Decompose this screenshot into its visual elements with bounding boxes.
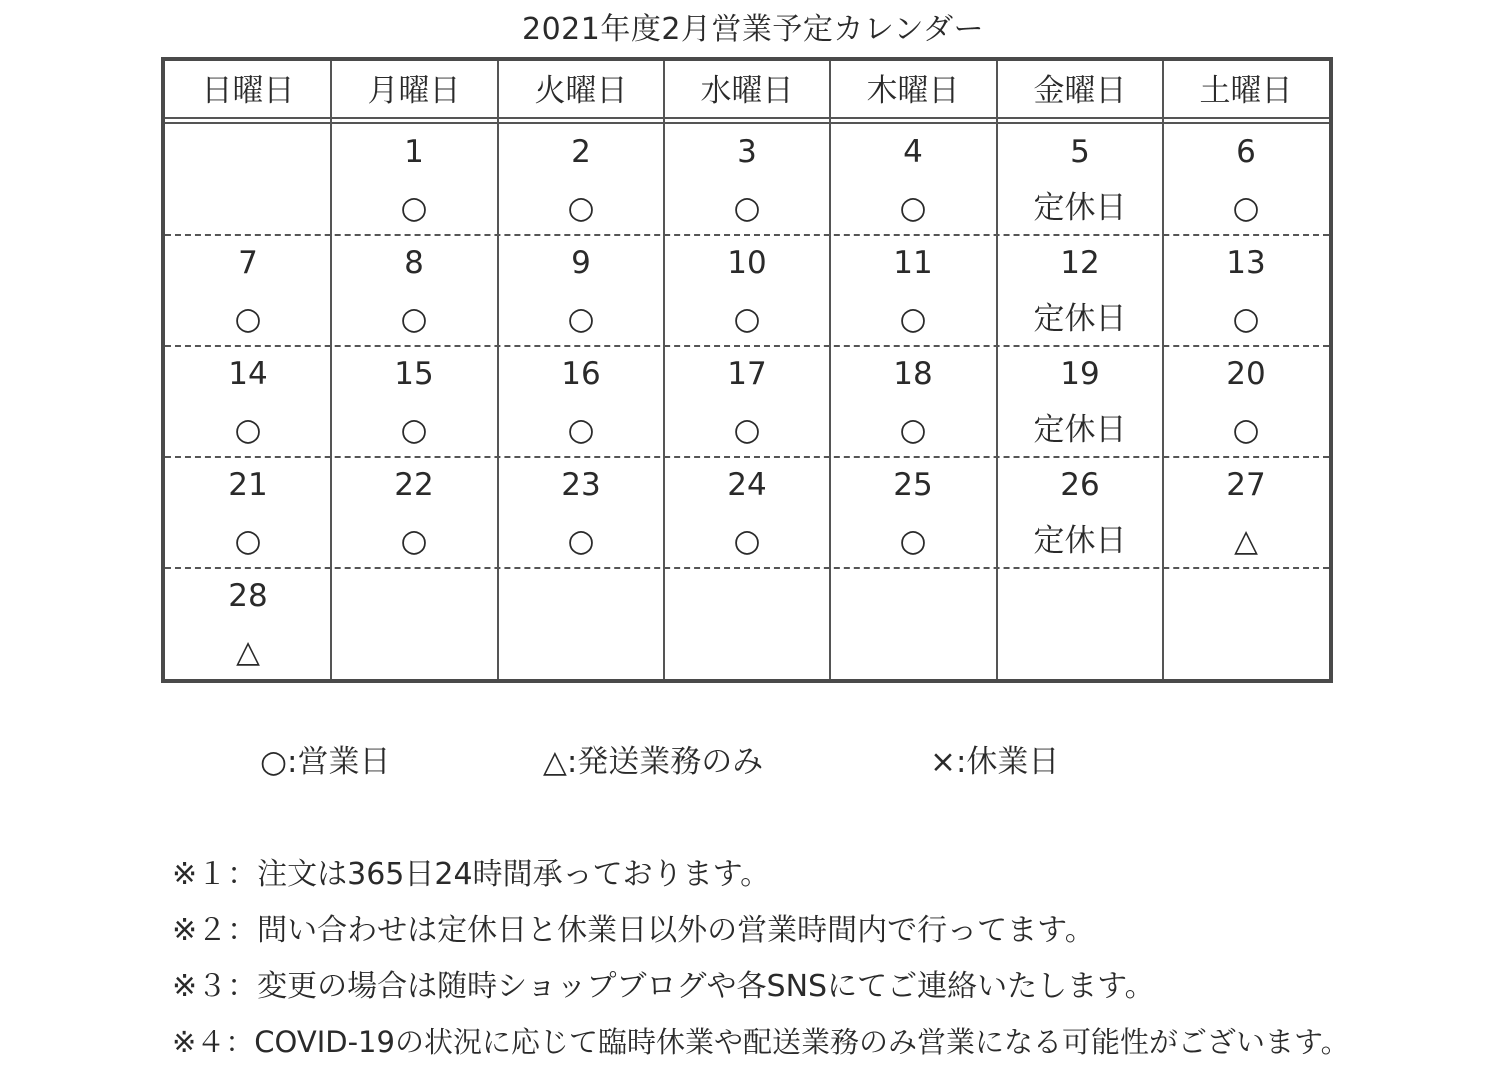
- day-number: 17: [727, 356, 767, 392]
- day-number: 24: [727, 467, 767, 503]
- day-number: 18: [893, 356, 933, 392]
- day-cell: [331, 346, 497, 458]
- day-cell: [331, 568, 497, 680]
- day-cell: [331, 235, 497, 347]
- note-4: ※４：COVID-19の状況に応じて臨時休業や配送業務のみ営業になる可能性がございます。: [172, 1025, 1350, 1059]
- day-cell: [498, 568, 664, 680]
- day-number: 15: [394, 356, 434, 392]
- day-number: 5: [1070, 134, 1090, 170]
- weekday-header: 火曜日: [534, 73, 628, 109]
- day-number: 14: [228, 356, 268, 392]
- status-mark: ○: [567, 301, 595, 337]
- day-cell: [997, 235, 1163, 347]
- day-number: 4: [903, 134, 923, 170]
- day-cell: [331, 124, 497, 236]
- day-number: 26: [1060, 467, 1100, 503]
- day-number: 25: [893, 467, 933, 503]
- day-cell: [997, 457, 1163, 569]
- day-cell: [664, 235, 830, 347]
- day-cell: [664, 346, 830, 458]
- day-cell: [997, 124, 1163, 236]
- status-mark: △: [236, 634, 260, 670]
- calendar-title: 2021年度2月営業予定カレンダー: [522, 12, 984, 47]
- day-cell: [165, 457, 331, 569]
- day-cell: [498, 346, 664, 458]
- weekday-header: 土曜日: [1199, 73, 1293, 109]
- day-number: 7: [238, 245, 258, 281]
- day-number: 19: [1060, 356, 1100, 392]
- status-mark: ○: [899, 301, 927, 337]
- day-cell: [997, 346, 1163, 458]
- legend-closed: ×:休業日: [930, 744, 1060, 780]
- day-number: 22: [394, 467, 434, 503]
- day-number: 16: [561, 356, 601, 392]
- day-number: 3: [737, 134, 757, 170]
- day-cell: [830, 346, 996, 458]
- status-mark: ○: [567, 412, 595, 448]
- weekday-header: 金曜日: [1033, 73, 1127, 109]
- day-cell: [498, 124, 664, 236]
- day-cell: [830, 457, 996, 569]
- weekday-header: 月曜日: [367, 73, 461, 109]
- status-mark: 定休日: [1033, 301, 1127, 337]
- day-cell: [1163, 568, 1329, 680]
- weekday-header: 日曜日: [201, 73, 295, 109]
- legend-shipping-only: △:発送業務のみ: [543, 744, 764, 780]
- day-cell: [1163, 457, 1329, 569]
- day-cell: [830, 568, 996, 680]
- calendar-grid: [161, 57, 1333, 683]
- status-mark: ○: [234, 301, 262, 337]
- day-cell: [165, 124, 331, 236]
- day-cell: [1163, 124, 1329, 236]
- day-number: 12: [1060, 245, 1100, 281]
- day-number: 10: [727, 245, 767, 281]
- status-mark: ○: [733, 190, 761, 226]
- note-1: ※１：注文は365日24時間承っております。: [172, 857, 771, 892]
- status-mark: ○: [400, 412, 428, 448]
- day-cell: [165, 568, 331, 680]
- status-mark: ○: [400, 301, 428, 337]
- day-cell: [1163, 235, 1329, 347]
- day-number: 9: [571, 245, 591, 281]
- status-mark: ○: [400, 523, 428, 559]
- status-mark: △: [1234, 523, 1258, 559]
- status-mark: 定休日: [1033, 523, 1127, 559]
- status-mark: ○: [1232, 301, 1260, 337]
- status-mark: ○: [1232, 412, 1260, 448]
- status-mark: ○: [234, 523, 262, 559]
- status-mark: ○: [899, 190, 927, 226]
- day-number: 2: [571, 134, 591, 170]
- day-number: 8: [404, 245, 424, 281]
- status-mark: ○: [400, 190, 428, 226]
- status-mark: ○: [899, 523, 927, 559]
- weekday-header-row: [165, 61, 1329, 117]
- status-mark: ○: [234, 412, 262, 448]
- status-mark: ○: [899, 412, 927, 448]
- day-cell: [498, 457, 664, 569]
- day-number: 20: [1226, 356, 1266, 392]
- note-3: ※３：変更の場合は随時ショップブログや各SNSにてご連絡いたします。: [172, 969, 1155, 1004]
- day-cell: [331, 457, 497, 569]
- header-divider-top: [165, 117, 1329, 119]
- day-cell: [830, 124, 996, 236]
- day-number: 1: [404, 134, 424, 170]
- weekday-header: 水曜日: [700, 73, 794, 109]
- status-mark: ○: [1232, 190, 1260, 226]
- status-mark: ○: [567, 190, 595, 226]
- day-cell: [664, 124, 830, 236]
- day-cell: [165, 346, 331, 458]
- status-mark: ○: [733, 523, 761, 559]
- status-mark: ○: [733, 412, 761, 448]
- day-cell: [997, 568, 1163, 680]
- day-cell: [830, 235, 996, 347]
- status-mark: 定休日: [1033, 190, 1127, 226]
- status-mark: 定休日: [1033, 412, 1127, 448]
- status-mark: ○: [567, 523, 595, 559]
- day-number: 23: [561, 467, 601, 503]
- weekday-header: 木曜日: [866, 73, 960, 109]
- day-cell: [664, 457, 830, 569]
- day-number: 13: [1226, 245, 1266, 281]
- day-cell: [1163, 346, 1329, 458]
- note-2: ※２：問い合わせは定休日と休業日以外の営業時間内で行ってます。: [172, 913, 1095, 948]
- day-number: 6: [1236, 134, 1256, 170]
- day-number: 28: [228, 578, 268, 614]
- day-cell: [664, 568, 830, 680]
- day-number: 27: [1226, 467, 1266, 503]
- day-cell: [165, 235, 331, 347]
- legend-open: ○:営業日: [260, 744, 391, 780]
- status-mark: ○: [733, 301, 761, 337]
- day-number: 11: [893, 245, 933, 281]
- day-number: 21: [228, 467, 268, 503]
- day-cell: [498, 235, 664, 347]
